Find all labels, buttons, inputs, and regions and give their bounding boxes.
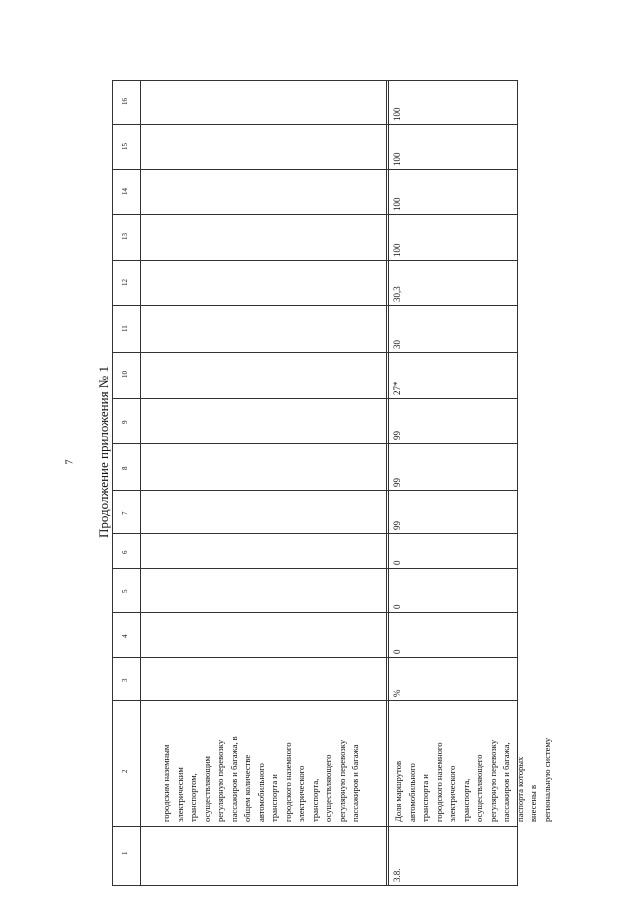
table-rule-vertical xyxy=(140,80,141,886)
text-line: пассажиров и багажа, в xyxy=(228,736,239,822)
text-line: транспорта, xyxy=(460,778,471,822)
value-cell: 0 xyxy=(392,604,402,609)
value-cell: 99 xyxy=(392,431,402,440)
page-number: 7 xyxy=(64,459,76,465)
column-number-header: 11 xyxy=(121,325,129,332)
table-rule-horizontal xyxy=(112,214,518,215)
value-cell: 100 xyxy=(392,243,402,257)
table-rule-vertical xyxy=(386,80,387,886)
text-line: электрического xyxy=(447,765,457,822)
text-line: пассажиров и багажа, xyxy=(501,742,511,822)
column-number-header: 5 xyxy=(121,589,129,593)
text-line: транспорта, xyxy=(309,778,320,822)
row-number: 3.8. xyxy=(392,868,402,882)
value-cell: 99 xyxy=(392,478,402,487)
value-cell: 99 xyxy=(392,521,402,530)
text-line: осуществляющим xyxy=(201,756,212,822)
value-cell: 100 xyxy=(392,152,402,166)
text-line: регулярную перевозку xyxy=(487,739,498,822)
value-cell: 30 xyxy=(392,340,402,349)
table-rule-horizontal xyxy=(112,260,518,261)
table-rule-horizontal xyxy=(112,352,518,353)
text-line: осуществляющего xyxy=(323,754,333,822)
column-number-header: 9 xyxy=(121,420,129,424)
text-line: регулярную перевозку xyxy=(215,739,225,822)
value-cell: 0 xyxy=(392,560,402,565)
column-number-header: 4 xyxy=(121,634,129,638)
table-rule-horizontal xyxy=(112,826,518,827)
column-number-header: 15 xyxy=(121,143,129,150)
table-rule-horizontal xyxy=(112,443,518,444)
text-line: паспорта которых xyxy=(514,756,525,822)
column-number-header: 13 xyxy=(121,233,129,240)
table-rule-horizontal xyxy=(112,885,518,886)
column-number-header: 1 xyxy=(121,851,129,855)
column-number-header: 7 xyxy=(121,511,129,515)
column-number-header: 12 xyxy=(121,279,129,286)
text-line: электрическим xyxy=(174,767,185,822)
page-caption: Продолжение приложения № 1 xyxy=(96,366,111,538)
text-line: общем количестве xyxy=(242,754,252,822)
table-rule-horizontal xyxy=(112,398,518,399)
value-cell: 100 xyxy=(392,197,402,211)
text-line: транспорта и xyxy=(269,774,279,822)
text-line: транспорта и xyxy=(420,774,430,822)
text-line: городского наземного xyxy=(433,742,444,822)
value-cell: 27* xyxy=(392,381,402,395)
table-rule-horizontal xyxy=(112,612,518,613)
value-cell: 100 xyxy=(392,107,402,121)
text-line: городским наземным xyxy=(161,744,171,822)
table-rule-horizontal xyxy=(112,568,518,569)
table-rule-horizontal xyxy=(112,657,518,658)
table-rule-horizontal xyxy=(112,169,518,170)
column-number-header: 14 xyxy=(121,188,129,195)
text-line: регулярную перевозку xyxy=(336,739,347,822)
continuation-row-text xyxy=(160,736,363,822)
text-line: осуществляющего xyxy=(474,754,484,822)
text-line: электрического xyxy=(296,765,306,822)
text-line: городского наземного xyxy=(282,742,293,822)
table-rule-horizontal xyxy=(112,305,518,306)
column-number-header: 10 xyxy=(121,371,129,378)
value-cell: 30,3 xyxy=(392,286,402,302)
unit-cell: % xyxy=(392,689,402,697)
column-number-header: 3 xyxy=(121,678,129,682)
table-rule-horizontal xyxy=(112,124,518,125)
value-cell: 0 xyxy=(392,649,402,654)
text-line: внесены в xyxy=(528,785,538,822)
data-table xyxy=(112,80,552,886)
table-rule-horizontal xyxy=(112,533,518,534)
table-rule-horizontal xyxy=(112,490,518,491)
text-line: автомобильного xyxy=(406,763,417,822)
text-line: транспортом, xyxy=(188,773,198,822)
table-rule-horizontal xyxy=(112,80,518,81)
column-number-header: 6 xyxy=(121,550,129,554)
column-number-header: 2 xyxy=(121,769,129,773)
table-rule-vertical xyxy=(112,80,113,886)
text-line: региональную систему xyxy=(541,737,552,822)
column-number-header: 16 xyxy=(121,98,129,105)
table-rule-vertical xyxy=(388,80,389,886)
text-line: Доля маршрутов xyxy=(393,760,403,822)
row-3-8-text xyxy=(392,738,554,822)
text-line: автомобильного xyxy=(255,763,266,822)
table-rule-horizontal xyxy=(112,700,518,701)
column-number-header: 8 xyxy=(121,466,129,470)
text-line: пассажиров и багажа xyxy=(350,744,360,822)
